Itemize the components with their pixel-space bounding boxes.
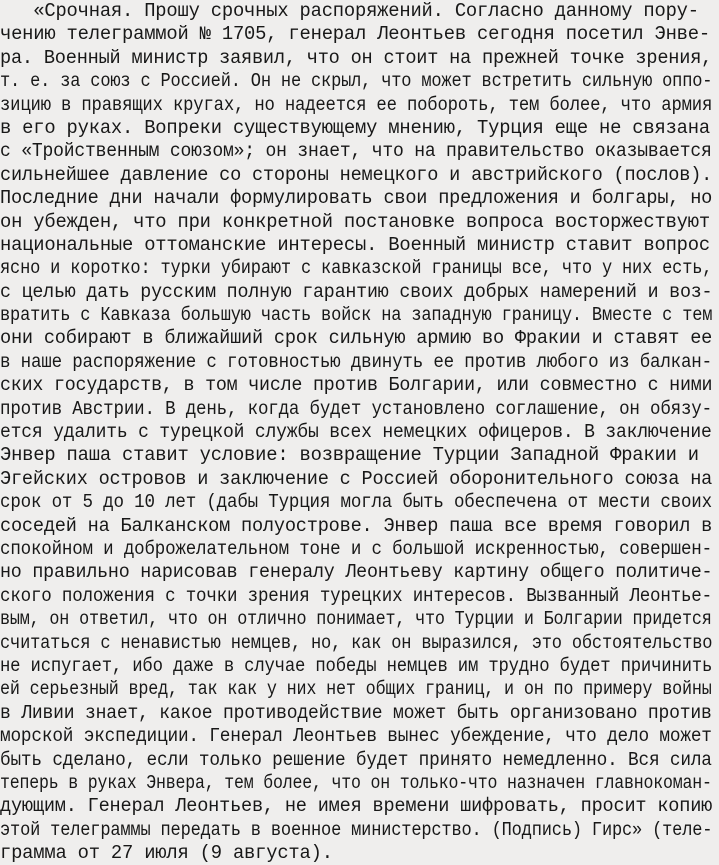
text-line: в Ливии знает, какое противодействие может быть организовано против bbox=[0, 701, 712, 724]
text-line: Эгейских островов и заключение с Россией оборонительного союза на bbox=[0, 467, 713, 490]
text-line: они собирают в ближайший срок сильную армию во Фракии и ставят ее bbox=[0, 327, 713, 350]
text-line: спокойном и доброжелательном тоне и с большой искренностью, совершен- bbox=[0, 537, 712, 560]
text-line: против Австрии. В день, когда будет установлено соглашение, он обязу- bbox=[0, 397, 712, 420]
text-line: быть сделано, если только решение будет принято немедленно. Вся сила bbox=[0, 748, 712, 771]
text-line: дующим. Генерал Леонтьев, не имея времени шифровать, просит копию bbox=[0, 795, 713, 818]
text-line: чению телеграммой № 1705, генерал Леонтьев сегодня посетил Энве- bbox=[0, 23, 710, 46]
text-line: срок от 5 до 10 лет (дабы Турция могла быть обеспечена от мести своих bbox=[0, 491, 712, 514]
text-line: грамма от 27 июля (9 августа). bbox=[0, 842, 333, 865]
text-line: сильнейшее давление со стороны немецкого и австрийского (послов). bbox=[0, 163, 713, 186]
text-line: морской экспедиции. Генерал Леонтьев вынес убеждение, что дело может bbox=[0, 725, 712, 748]
text-line: Энвер паша ставит условие: возвращение Турции Западной Фракии и bbox=[0, 444, 699, 467]
text-line: этой телеграммы передать в военное министерство. (Подпись) Гирс» (теле- bbox=[0, 818, 713, 841]
text-line: ей серьезный вред, так как у них нет общих границ, и он по примеру войны bbox=[0, 678, 712, 701]
text-line: с целью дать русским полную гарантию своих добрых намерений и воз- bbox=[0, 280, 713, 303]
text-line: зицию в правящих кругах, но надеется ее побороть, тем более, что армия bbox=[0, 93, 713, 116]
text-line: теперь в руках Энвера, тем более, что он только-что назначен главнокоман- bbox=[0, 771, 712, 794]
text-line: национальные оттоманские интересы. Военный министр ставит вопрос bbox=[0, 233, 710, 256]
text-line: «Срочная. Прошу срочных распоряжений. Согласно данному пору- bbox=[0, 0, 699, 22]
text-line: т. е. за союз с Россией. Он не скрыл, что может встретить сильную оппо- bbox=[0, 70, 713, 93]
text-line: в его руках. Вопреки существующему мнению, Турция еще не связана bbox=[0, 116, 710, 139]
text-line: ского положения с точки зрения турецких интересов. Вызванный Леонтье- bbox=[0, 584, 712, 607]
text-line: ра. Военный министр заявил, что он стоит на прежней точке зрения, bbox=[0, 46, 713, 69]
text-line: он убежден, что при конкретной постановке вопроса восторжествуют bbox=[0, 210, 710, 233]
text-line: Последние дни начали формулировать свои предложения и болгары, но bbox=[0, 187, 713, 210]
text-line: не испугает, ибо даже в случае победы немцев им трудно будет причинить bbox=[0, 654, 713, 677]
text-line: но правильно нарисовав генералу Леонтьеву картину общего политиче- bbox=[0, 561, 713, 584]
text-line: в наше распоряжение с готовностью двинуть ее против любого из балкан- bbox=[0, 350, 712, 373]
text-line: вым, он ответил, что он отлично понимает, что Турции и Болгарии придется bbox=[0, 608, 712, 631]
text-line: ется удалить с турецкой службы всех немецких офицеров. В заключение bbox=[0, 421, 712, 444]
text-line: вратить с Кавказа большую часть войск на западную границу. Вместе с тем bbox=[0, 304, 713, 327]
text-line: ских государств, в том числе против Болгарии, или совместно с ними bbox=[0, 374, 713, 397]
text-line: ясно и коротко: турки убирают с кавказской границы все, что у них есть, bbox=[0, 257, 713, 280]
text-line: с «Тройственным союзом»; он знает, что на правительство оказывается bbox=[0, 140, 712, 163]
text-line: соседей на Балканском полуострове. Энвер паша все время говорил в bbox=[0, 514, 713, 537]
text-line: считаться с ненавистью немцев, но, как он выразился, это обстоятельство bbox=[0, 631, 713, 654]
